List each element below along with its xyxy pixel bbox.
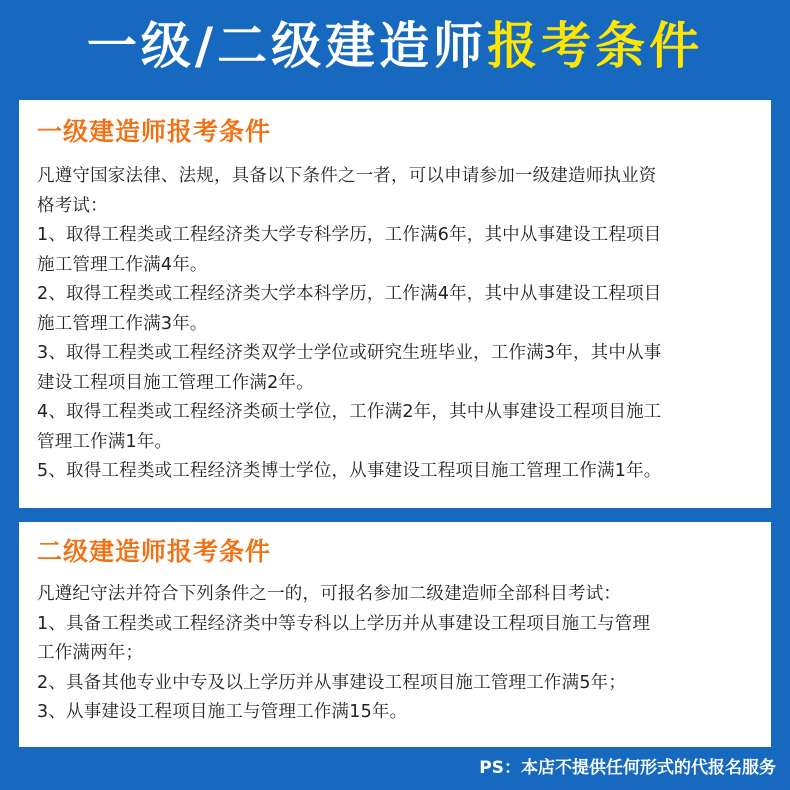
- text-line: 4、取得工程类或工程经济类硕士学位，工作满2年，其中从事建设工程项目施工: [37, 402, 662, 422]
- text-line: 3、从事建设工程项目施工与管理工作满15年。: [37, 702, 408, 722]
- text-line: 格考试：: [37, 195, 108, 216]
- level2-conditions-card: [19, 522, 771, 747]
- text-line: 建设工程项目施工管理工作满2年。: [37, 372, 314, 393]
- text-line: 2、取得工程类或工程经济类大学本科学历，工作满4年，其中从事建设工程项目: [37, 284, 662, 304]
- text-line: 凡遵纪守法并符合下列条件之一的，可报名参加二级建造师全部科目考试：: [37, 584, 622, 604]
- level1-section-title: 一级建造师报考条件: [37, 117, 272, 146]
- level1-conditions-card: [19, 100, 771, 508]
- text-line: 2、具备其他专业中专及以上学历并从事建设工程项目施工管理工作满5年；: [37, 672, 627, 693]
- text-line: 施工管理工作满3年。: [37, 313, 208, 334]
- footer-note: PS：本店不提供任何形式的代报名服务: [479, 758, 776, 778]
- level1-conditions-text: [37, 162, 753, 487]
- level2-conditions-text: [37, 580, 753, 728]
- text-line: 管理工作满1年。: [37, 431, 173, 452]
- text-line: 施工管理工作满4年。: [37, 254, 208, 275]
- level2-section-title: 二级建造师报考条件: [37, 537, 272, 566]
- text-line: 凡遵守国家法律、法规，具备以下条件之一者，可以申请参加一级建造师执业资: [37, 166, 657, 186]
- page-title: [0, 14, 790, 78]
- text-line: 5、取得工程类或工程经济类博士学位，从事建设工程项目施工管理工作满1年。: [37, 461, 662, 481]
- text-line: 1、取得工程类或工程经济类大学专科学历，工作满6年，其中从事建设工程项目: [37, 225, 662, 245]
- text-line: 工作满两年；: [37, 643, 144, 663]
- page-title-highlight: 报考条件: [487, 17, 704, 75]
- text-line: 3、取得工程类或工程经济类双学士学位或研究生班毕业，工作满3年，其中从事: [37, 343, 662, 363]
- text-line: 1、具备工程类或工程经济类中等专科以上学历并从事建设工程项目施工与管理: [37, 613, 651, 634]
- page-title-main: 一级/二级建造师: [86, 17, 488, 75]
